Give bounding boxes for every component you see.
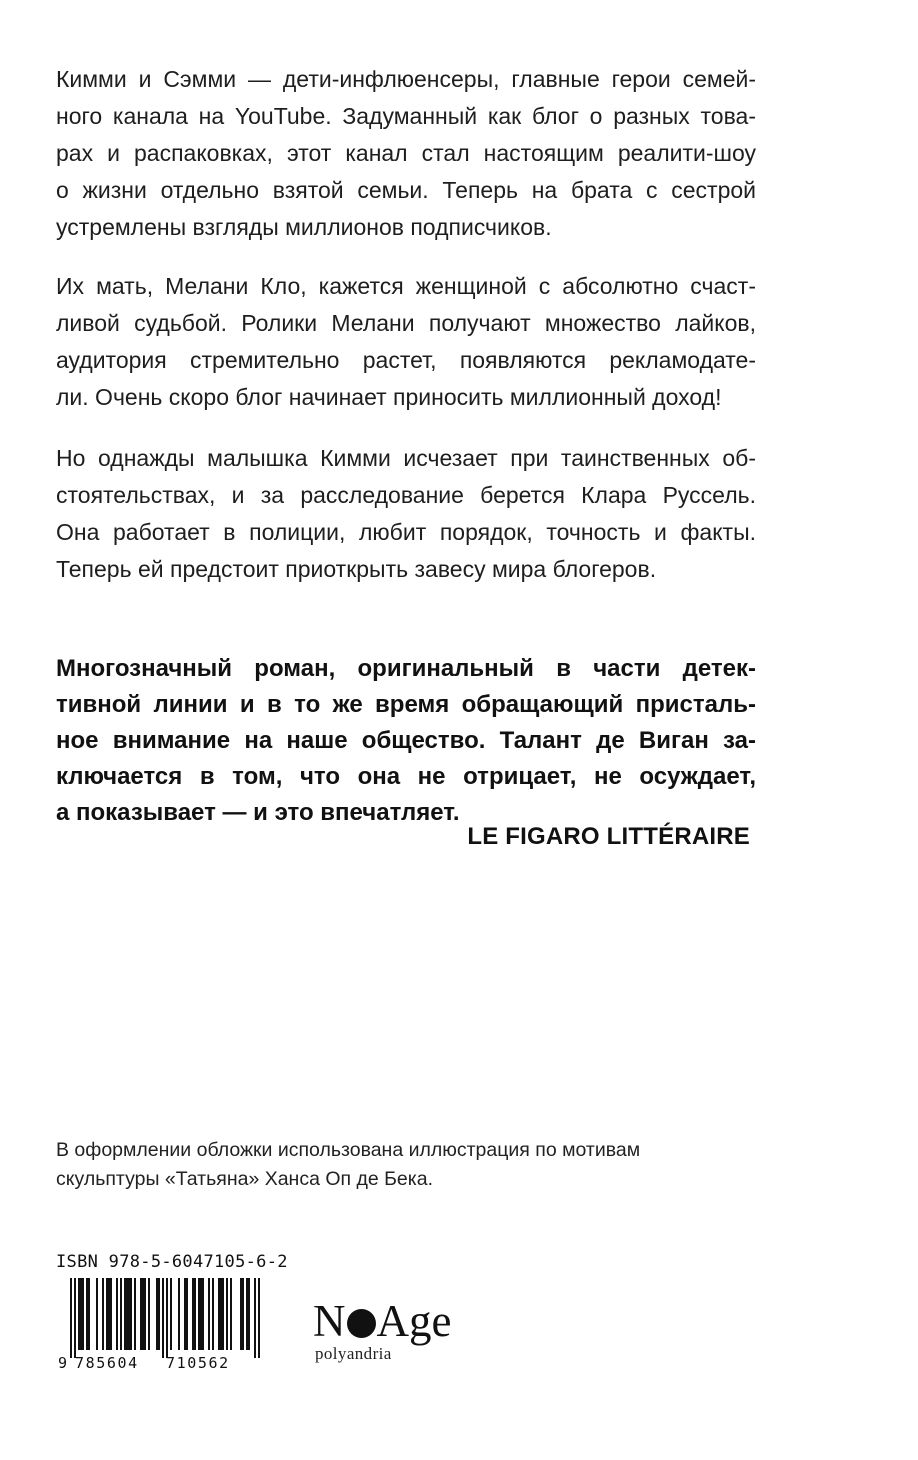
barcode-bar (108, 1278, 110, 1350)
barcode-bar (184, 1278, 186, 1350)
barcode-bar (202, 1278, 204, 1350)
barcode-bar (178, 1278, 180, 1350)
imprint-name: polyandria (315, 1344, 392, 1363)
barcode-bar (200, 1278, 202, 1350)
barcode-bar (170, 1278, 172, 1350)
barcode-bar (116, 1278, 118, 1350)
barcode-bar (134, 1278, 136, 1350)
barcode-bar (248, 1278, 250, 1350)
barcode-bar (162, 1278, 164, 1358)
text-line: Их мать, Мелани Кло, кажется женщиной с абсолютно счаст- (56, 273, 756, 299)
barcode-bar (80, 1278, 82, 1350)
text-line: ного канала на YouTube. Задуманный как блог о разных това- (56, 103, 756, 129)
text-line: стоятельствах, и за расследование берется Клара Руссель. (56, 482, 756, 508)
text-line: ливой судьбой. Ролики Мелани получают множество лайков, (56, 310, 756, 336)
quote-line: а показывает — и это впечатляет. (56, 799, 460, 826)
barcode-bar (124, 1278, 126, 1350)
barcode-bar (88, 1278, 90, 1350)
barcode-bar (110, 1278, 112, 1350)
publisher-logo (313, 1296, 473, 1376)
quote-line: Многозначный роман, оригинальный в части детек- (56, 655, 756, 682)
logo-letters-age: Age (376, 1296, 452, 1346)
barcode-bar (130, 1278, 132, 1350)
text-line: Но однажды малышка Кимми исчезает при таинственных об- (56, 445, 756, 471)
text-line: аудитория стремительно растет, появляются рекламодате- (56, 347, 756, 373)
text-line: Теперь ей предстоит приоткрыть завесу мира блогеров. (56, 556, 657, 582)
barcode-bar (220, 1278, 222, 1350)
barcode-bar (70, 1278, 72, 1358)
barcode-bar (186, 1278, 188, 1350)
isbn-barcode (56, 1276, 262, 1372)
barcode-bar (156, 1278, 158, 1350)
text-line: Кимми и Сэмми — дети-инфлюенсеры, главные герои семей- (56, 66, 756, 92)
logo-wordmark (313, 1296, 451, 1346)
barcode-bar (148, 1278, 150, 1350)
barcode-bar (226, 1278, 228, 1350)
barcode-bar (96, 1278, 98, 1350)
barcode-bar (120, 1278, 122, 1350)
text-line: рах и распаковках, этот канал стал настоящим реалити-шоу (56, 140, 756, 166)
barcode-bar (254, 1278, 256, 1358)
annotation-paragraph-3 (56, 440, 756, 588)
text-line: Она работает в полиции, любит порядок, точность и факты. (56, 519, 756, 545)
barcode-bar (246, 1278, 248, 1350)
barcode-bar (166, 1278, 168, 1358)
cover-credit (56, 1136, 776, 1194)
quote-source: LE FIGARO LITTÉRAIRE (467, 823, 750, 850)
quote-line: ключается в том, что она не отрицает, не осуждает, (56, 763, 756, 790)
annotation-paragraph-2 (56, 268, 756, 416)
press-quote (56, 651, 756, 831)
barcode-bar (128, 1278, 130, 1350)
text-line: устремлены взгляды миллионов подписчиков. (56, 214, 552, 240)
barcode-bar (102, 1278, 104, 1350)
barcode-bar (240, 1278, 242, 1350)
quote-line: ное внимание на наше общество. Талант де Виган за- (56, 727, 756, 754)
barcode-bar (230, 1278, 232, 1350)
annotation-paragraph-1 (56, 61, 756, 246)
barcode-bar (86, 1278, 88, 1350)
barcode-bar (258, 1278, 260, 1358)
barcode-digits-left: 785604 (75, 1354, 139, 1372)
barcode-bar (142, 1278, 144, 1350)
barcode-bar (158, 1278, 160, 1350)
barcode-bar (198, 1278, 200, 1350)
logo-dot-icon (347, 1309, 376, 1338)
barcode-bar (218, 1278, 220, 1350)
barcode-digits-right: 710562 (166, 1354, 230, 1372)
logo-letter-n: N (313, 1296, 346, 1346)
barcode-bar (212, 1278, 214, 1350)
barcode-bar (208, 1278, 210, 1350)
quote-line: тивной линии и в то же время обращающий присталь- (56, 691, 756, 718)
barcode-bar (106, 1278, 108, 1350)
barcode-bar (78, 1278, 80, 1350)
credit-line: В оформлении обложки использована иллюстрация по мотивам (56, 1139, 641, 1161)
barcode-bar (144, 1278, 146, 1350)
barcode-bar (126, 1278, 128, 1350)
barcode-bar (242, 1278, 244, 1350)
barcode-bar (194, 1278, 196, 1350)
barcode-bar (222, 1278, 224, 1350)
barcode-bar (82, 1278, 84, 1350)
text-line: о жизни отдельно взятой семьи. Теперь на брата с сестрой (56, 177, 756, 203)
credit-line: скульптуры «Татьяна» Ханса Оп де Бека. (56, 1168, 433, 1190)
barcode-bar (192, 1278, 194, 1350)
barcode-bar (140, 1278, 142, 1350)
text-line: ли. Очень скоро блог начинает приносить миллионный доход! (56, 384, 722, 410)
barcode-bar (74, 1278, 76, 1358)
isbn-label: ISBN 978-5-6047105-6-2 (56, 1252, 288, 1272)
barcode-digit-first: 9 (58, 1354, 68, 1372)
